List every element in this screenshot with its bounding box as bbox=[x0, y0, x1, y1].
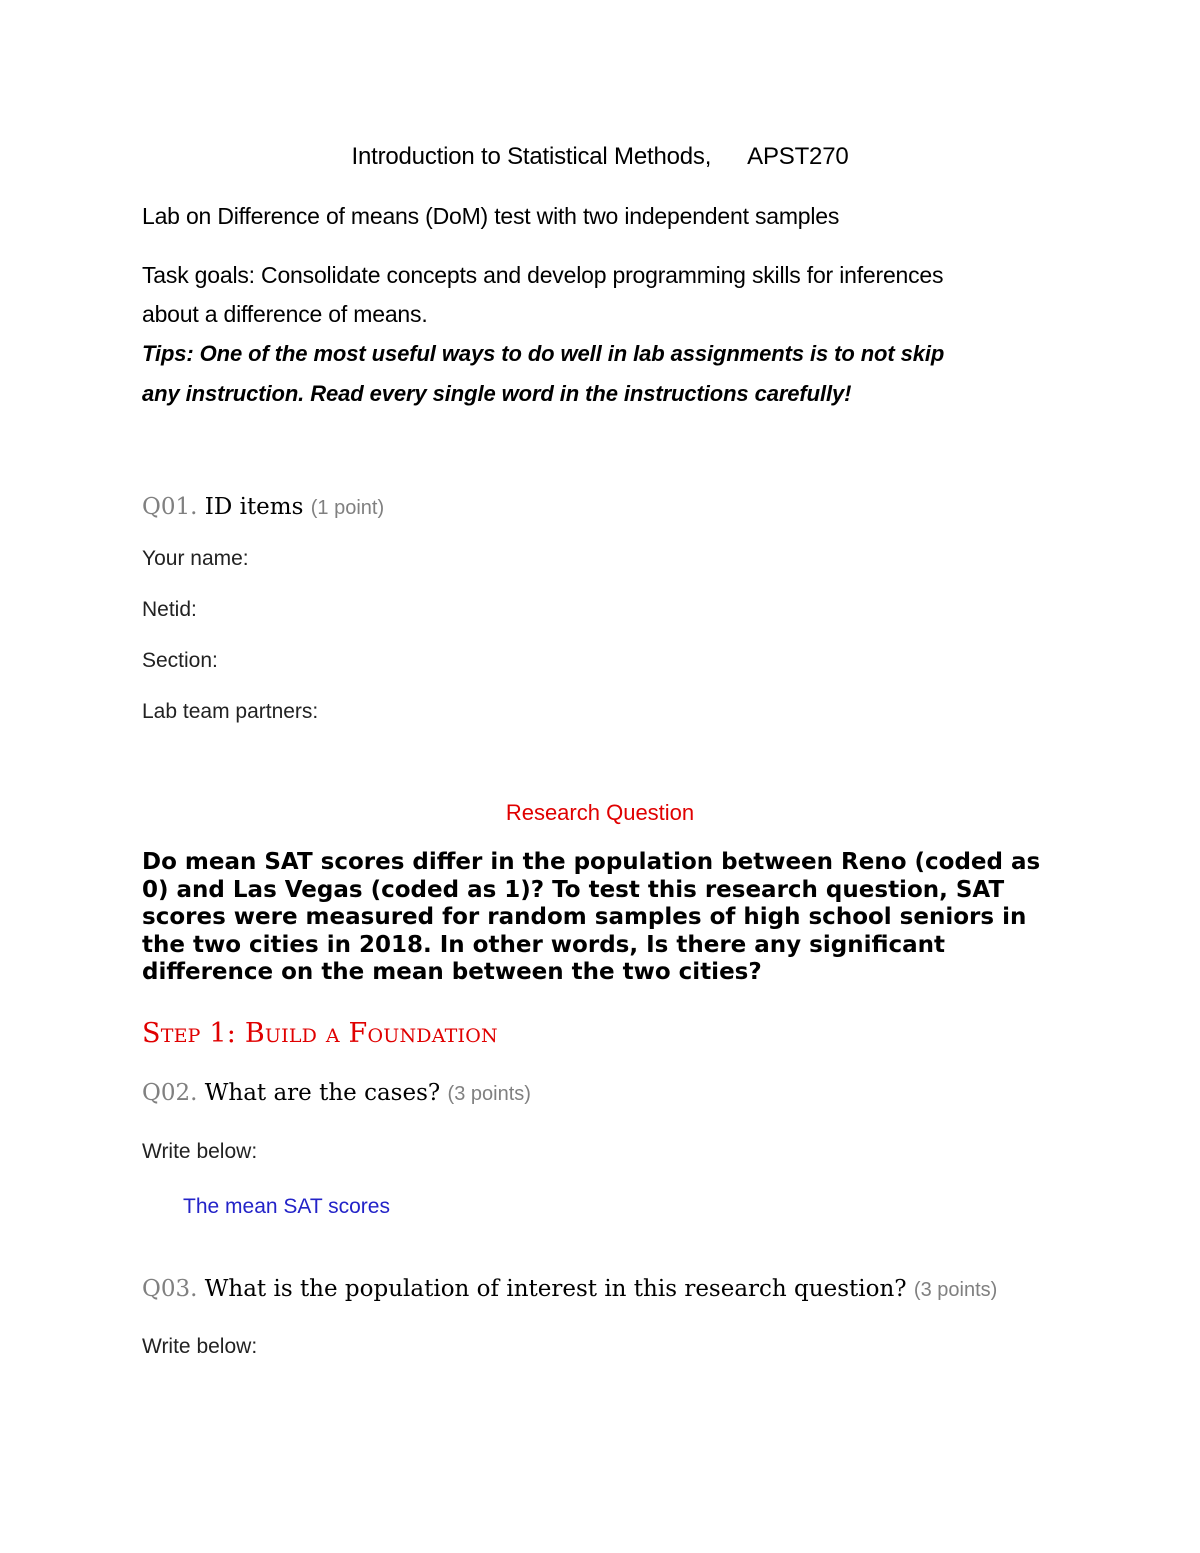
research-question-heading: Research Question bbox=[505, 800, 695, 825]
q02-text: What are the cases? bbox=[204, 1080, 441, 1106]
q02-number: Q02. bbox=[142, 1080, 198, 1106]
tips-line-1: Tips: One of the most useful ways to do well in lab assignments is to not skip bbox=[142, 341, 945, 366]
q02-answer: The mean SAT scores bbox=[183, 1195, 390, 1218]
q03-text: What is the population of interest in this research question? bbox=[204, 1276, 907, 1302]
document-title bbox=[0, 143, 1200, 171]
step-1-heading: Step 1: Build a Foundation bbox=[142, 1018, 498, 1049]
q03-number: Q03. bbox=[142, 1276, 198, 1302]
field-your-name: Your name: bbox=[142, 547, 249, 570]
lab-title: Lab on Difference of means (DoM) test with two independent samples bbox=[142, 203, 840, 229]
q01-points: (1 point) bbox=[310, 497, 385, 519]
task-goals-line-1: Task goals: Consolidate concepts and develop programming skills for inferences bbox=[142, 262, 944, 288]
q03-heading bbox=[142, 1276, 997, 1302]
task-goals-line-2: about a difference of means. bbox=[142, 301, 428, 327]
q01-heading bbox=[142, 494, 384, 520]
q02-prompt: Write below: bbox=[142, 1140, 258, 1163]
course-name: Introduction to Statistical Methods, bbox=[351, 143, 712, 170]
field-lab-team-partners: Lab team partners: bbox=[142, 700, 319, 723]
q01-number: Q01. bbox=[142, 494, 198, 520]
q03-prompt: Write below: bbox=[142, 1335, 258, 1358]
research-question-body: Do mean SAT scores differ in the population between Reno (coded as 0) and Las Vegas (coded as 1)? To test this research question, SAT scores were measured for random samples of high school seniors in the two cities in 2018. In other words, Is there any significant difference on the mean between the two cities? bbox=[142, 849, 1041, 985]
course-code: APST270 bbox=[747, 143, 849, 170]
tips-line-2: any instruction. Read every single word in the instructions carefully! bbox=[142, 381, 852, 406]
q02-heading bbox=[142, 1080, 531, 1106]
field-section: Section: bbox=[142, 649, 218, 672]
field-netid: Netid: bbox=[142, 598, 197, 621]
q03-points: (3 points) bbox=[913, 1279, 998, 1301]
q01-text: ID items bbox=[204, 494, 304, 520]
q02-points: (3 points) bbox=[447, 1083, 531, 1105]
